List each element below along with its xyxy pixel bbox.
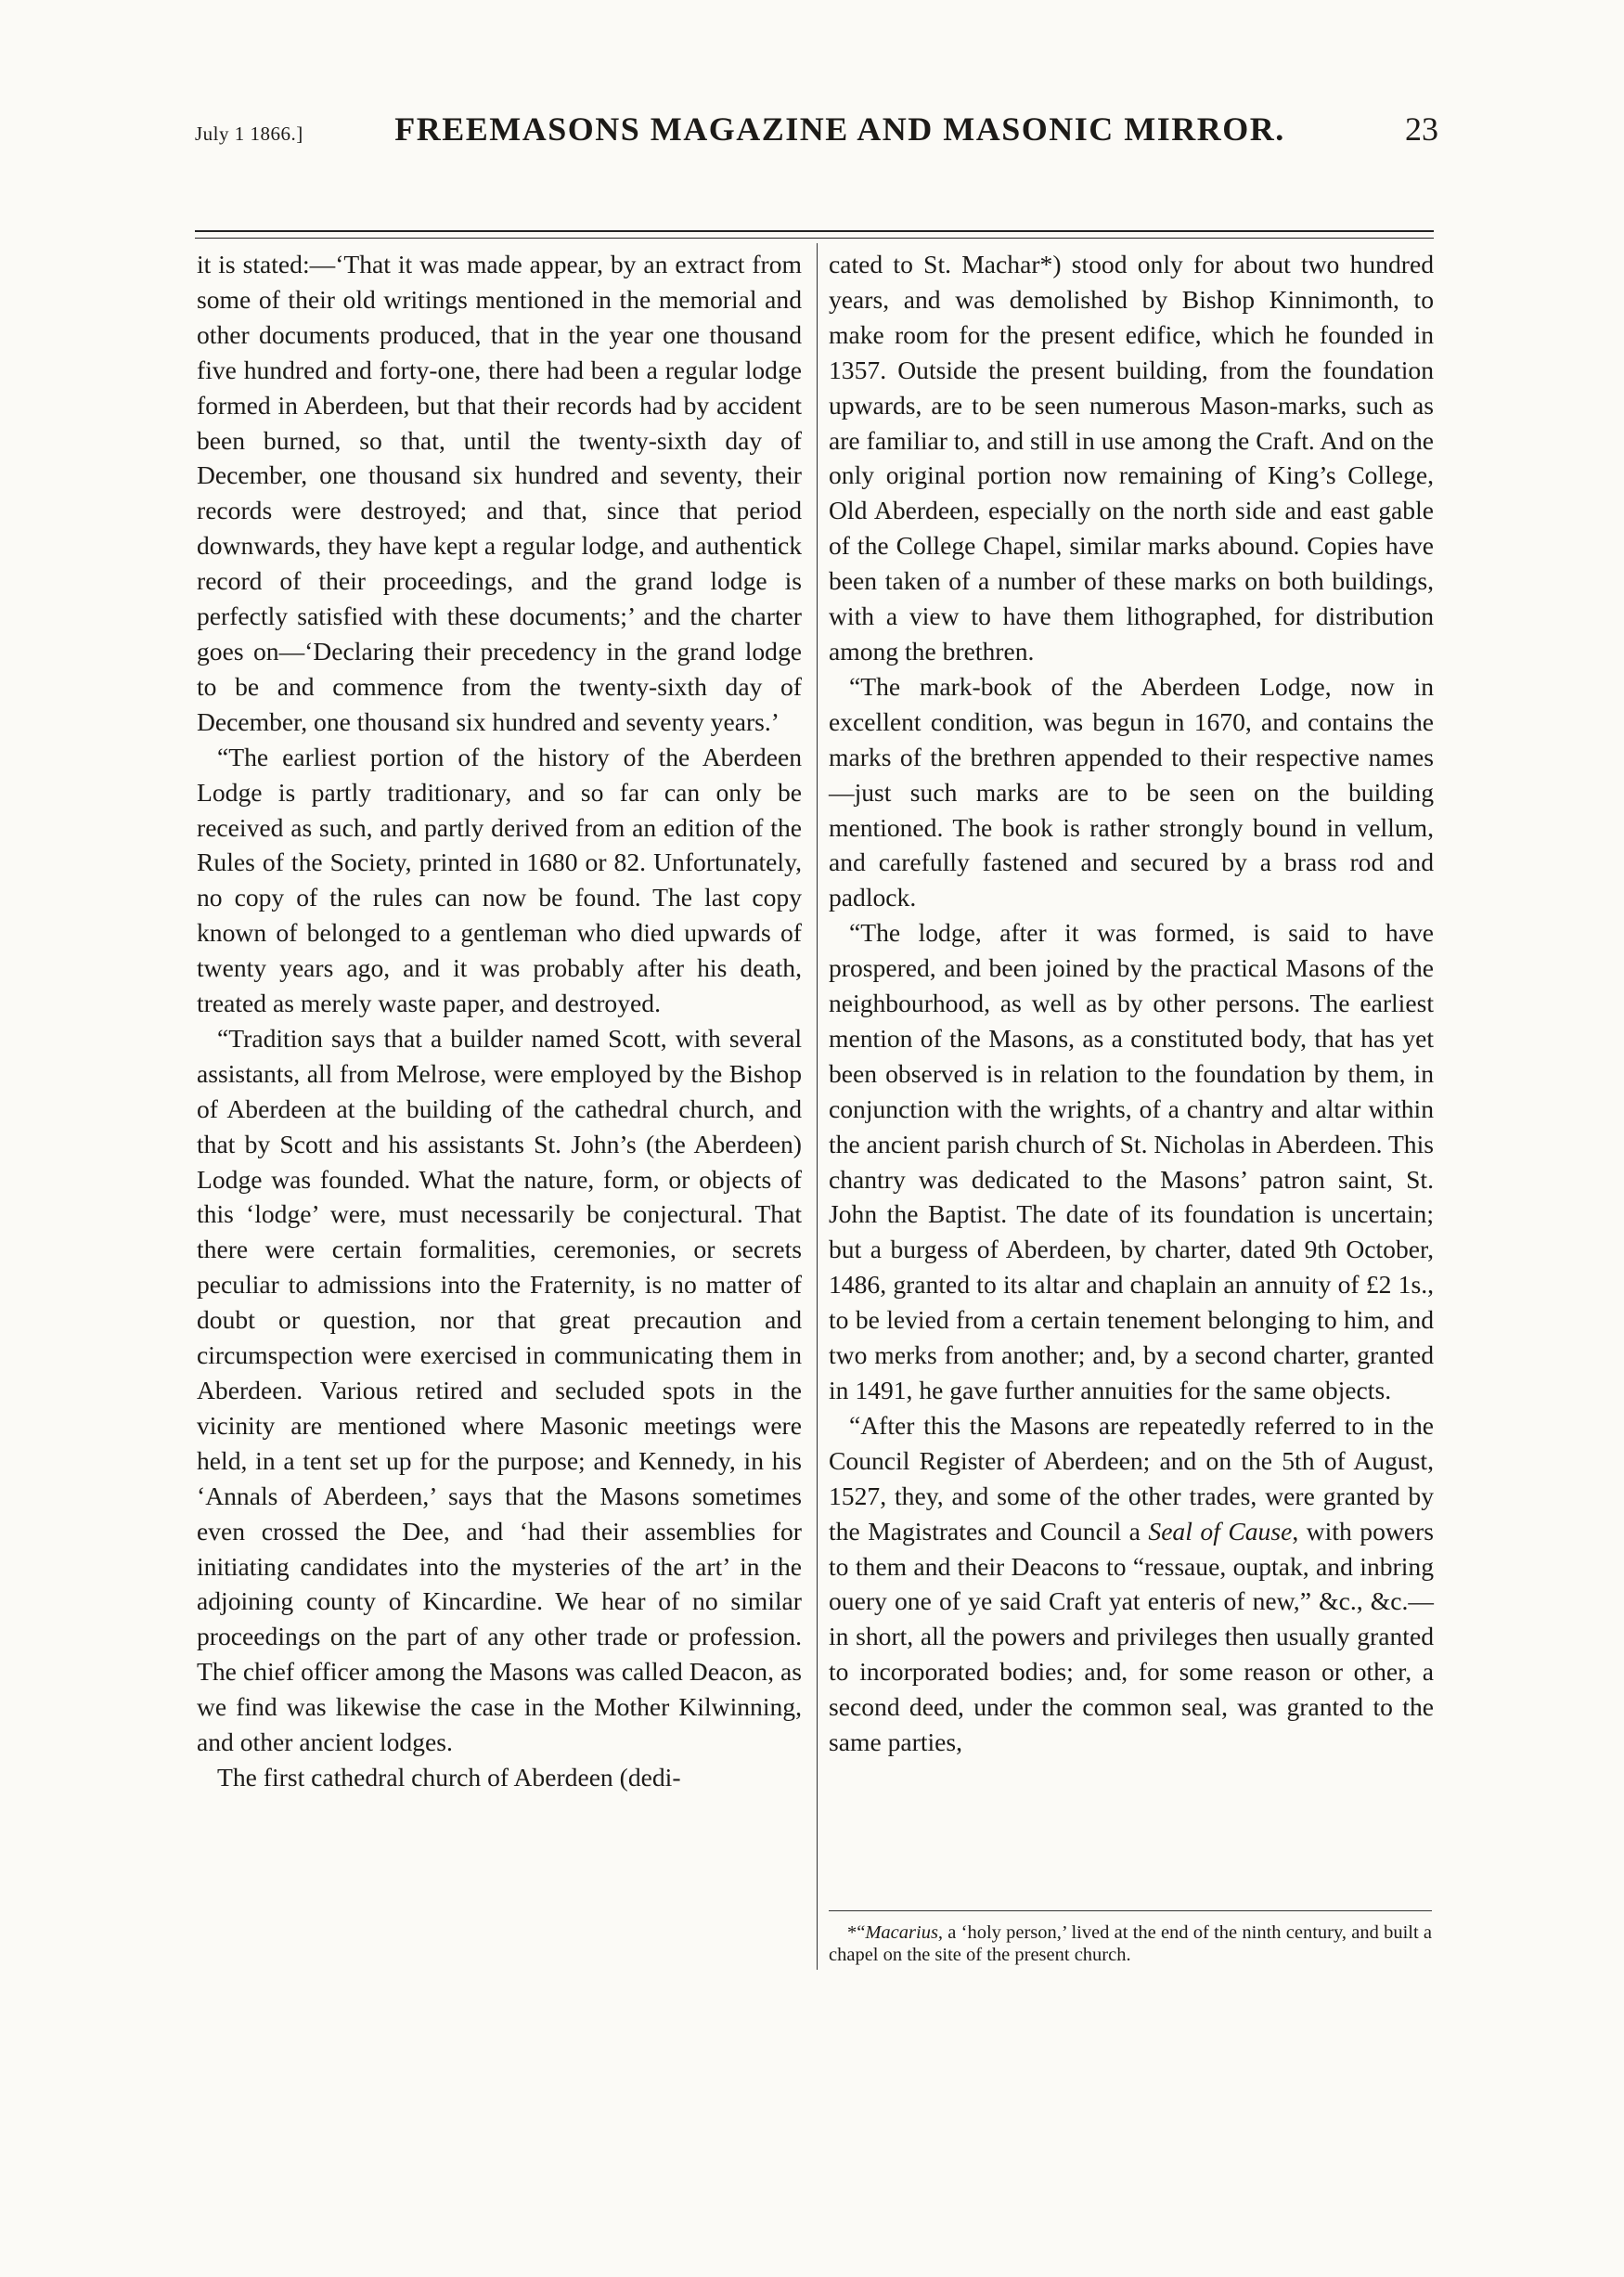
header-rule-thin [195,238,1434,239]
left-paragraph-4: The first cathedral church of Aberdeen (dedi- [217,1762,681,1792]
footnote-marker: *“ [847,1922,866,1943]
left-column [197,247,802,1795]
column-divider [817,243,818,1970]
magazine-title: FREEMASONS MAGAZINE AND MASONIC MIRROR. [394,110,1285,148]
running-header [195,110,1438,175]
left-paragraph-2: “The earliest portion of the history of the Aberdeen Lodge is partly traditionary, and so far can only be received as such, and partly derived from an edition of the Rules of the Society, printed in 1680 or 82. Unfortunately, no copy of the rules can now be found. The last copy known of belonged to a gentleman who died upwards of twenty years ago, and it was probably after his death, treated as merely waste paper, and destroyed. [197,742,802,1018]
right-column [829,247,1434,1760]
right-paragraph-3: “The lodge, after it was formed, is said to have prospered, and been joined by the practical Masons of the neighbourhood, as well as by other persons. The earliest mention of the Masons, as a constituted body, that has yet been observed is in relation to the foundation by them, in conjunction with the wrights, of a chantry and altar within the ancient parish church of St. Nicholas in Aberdeen. This chantry was dedicated to the Masons’ patron saint, St. John the Baptist. The date of its foundation is uncertain; but a burgess of Aberdeen, by charter, dated 9th October, 1486, granted to its altar and chaplain an annuity of £2 1s., to be levied from a certain tenement belonging to him, and two merks from another; and, by a second charter, granted in 1491, he gave further annuities for the same objects. [829,918,1434,1404]
right-paragraph-4-end: , with powers to them and their Deacons to “ressaue, ouptak, and inbring ouery one of ye said Craft yat enteris of new,” &c., &c.—in short, all the powers and privileges then usually granted to incorporated bodies; and, for some reason or other, a second deed, under the common seal, was granted to the same parties, [829,1516,1434,1757]
right-paragraph-2: “The mark-book of the Aberdeen Lodge, now in excellent condition, was begun in 1670, and contains the marks of the brethren appended to their respective names—just such marks are to be seen on the building mentioned. The book is rather strongly bound in vellum, and carefully fastened and secured by a brass rod and padlock. [829,671,1434,912]
header-rule-thick [195,230,1434,232]
footnote-rule [829,1910,1432,1911]
left-paragraph-3: “Tradition says that a builder named Scott, with several assistants, all from Melrose, were employed by the Bishop of Aberdeen at the building of the cathedral church, and that by Scott and his assistants St. John’s (the Aberdeen) Lodge was founded. What the nature, form, or objects of this ‘lodge’ were, must necessarily be conjectural. That there were certain formalities, ceremonies, or secrets peculiar to admissions into the Fraternity, is no matter of doubt or question, nor that great precaution and circumspection were exercised in communicating them in Aberdeen. Various retired and secluded spots in the vicinity are mentioned where Masonic meetings were held, in a tent set up for the purpose; and Kennedy, in his ‘Annals of Aberdeen,’ says that the Masons sometimes even crossed the Dee, and ‘had their assemblies for initiating candidates into the mysteries of the art’ in the adjoining county of Kincardine. We hear of no similar proceedings on the part of any other trade or profession. The chief officer among the Masons was called Deacon, as we find was likewise the case in the Mother Kilwinning, and other ancient lodges. [197,1023,802,1757]
page-number: 23 [1405,110,1438,148]
seal-of-cause-italic: Seal of Cause [1148,1516,1293,1546]
right-paragraph-4-start: “After this the Masons are repeatedly referred to in the Council Register of Aberdeen; and on the 5th of August, 1527, they, and some of the other trades, were granted by the Magistrates and Council a [829,1410,1434,1546]
footnote [829,1921,1432,1966]
right-paragraph-4 [829,1408,1434,1760]
left-paragraph-1: it is stated:—‘That it was made appear, by an extract from some of their old writings mentioned in the memorial and other documents produced, that in the year one thousand five hundred and forty-one, there had been a regular lodge formed in Aberdeen, but that their records had by accident been burned, so that, until the twenty-sixth day of December, one thousand six hundred and seventy, their records were destroyed; and that, since that period downwards, they have kept a regular lodge, and authentick record of their proceedings, and the grand lodge is perfectly satisfied with these documents;’ and the charter goes on—‘Declaring their precedency in the grand lodge to be and commence from the twenty-sixth day of December, one thousand six hundred and seventy years.’ [197,250,802,736]
footnote-text: a ‘holy person,’ lived at the end of the ninth century, and built a chapel on the site of the present church. [829,1922,1432,1965]
issue-date: July 1 1866.] [195,123,303,145]
right-paragraph-1: cated to St. Machar*) stood only for about two hundred years, and was demolished by Bishop Kinnimonth, to make room for the present edifice, which he founded in 1357. Outside the present building, from the foundation upwards, are to be seen numerous Mason-marks, such as are familiar to, and still in use among the Craft. And on the only original portion now remaining of King’s College, Old Aberdeen, especially on the north side and east gable of the College Chapel, similar marks abound. Copies have been taken of a number of these marks on both buildings, with a view to have them lithographed, for distribution among the brethren. [829,250,1434,666]
footnote-italic-term: Macarius, [865,1922,944,1943]
